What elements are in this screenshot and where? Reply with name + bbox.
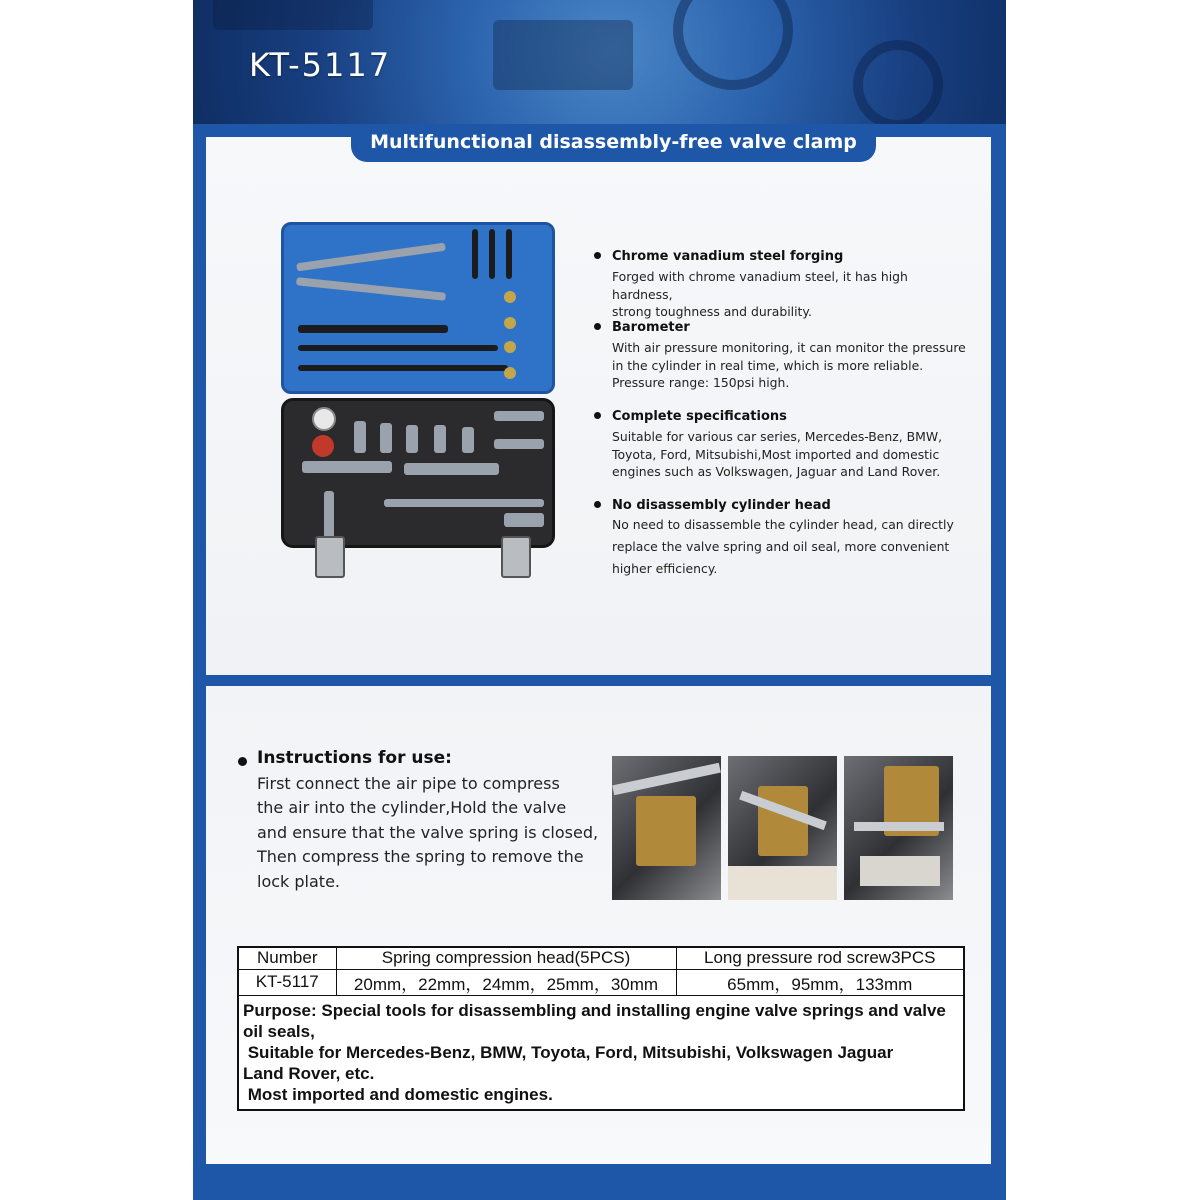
- table-header-row: [239, 948, 963, 969]
- latch-left: [315, 536, 345, 578]
- cylinder-adapter: [504, 513, 544, 527]
- pressure-gauge: [312, 407, 336, 431]
- feature-title: Chrome vanadium steel forging: [612, 249, 844, 264]
- hose-tool: [298, 365, 508, 371]
- gear-decoration: [673, 0, 793, 90]
- rod-tool: [472, 229, 478, 279]
- bullet-icon: [238, 757, 247, 766]
- feature-description: Suitable for various car series, Mercedes-Benz, BMW, Toyota, Ford, Mitsubishi,Most imported and domestic engines such as Volkswagen, Jaguar and Land Rover.: [612, 429, 943, 479]
- hose-tool: [298, 345, 498, 351]
- latch-right: [501, 536, 531, 578]
- gear-decoration: [853, 40, 943, 124]
- product-sheet: [193, 0, 1006, 1200]
- rod-tool: [506, 229, 512, 279]
- engine-camshaft: [636, 796, 696, 866]
- feature-title: Complete specifications: [612, 409, 787, 424]
- usage-photo: [728, 756, 837, 900]
- cloth-cover: [860, 856, 940, 886]
- compression-head: [380, 423, 392, 453]
- case-tray: [281, 398, 555, 548]
- spec-box: [237, 946, 965, 1111]
- plier-tool: [296, 277, 446, 301]
- clamp-tool: [854, 822, 944, 831]
- compression-head: [406, 425, 418, 453]
- compression-head: [354, 421, 366, 453]
- table-header: Long pressure rod screw3PCS: [676, 948, 963, 969]
- table-cell: 20mm，22mm，24mm，25mm，30mm: [336, 969, 676, 995]
- instructions-panel: [206, 686, 991, 1164]
- fork-tool: [494, 411, 544, 421]
- feature-description: No need to disassemble the cylinder head, can directly replace the valve spring and oil seal, more convenient higher efficiency.: [612, 517, 954, 576]
- instructions-title: Instructions for use:: [257, 748, 452, 768]
- feature-title: Barometer: [612, 320, 690, 335]
- bullet-icon: [594, 323, 601, 330]
- clamp-bar: [302, 461, 392, 473]
- feature-title: No disassembly cylinder head: [612, 498, 831, 513]
- tool-case-image: [281, 222, 555, 578]
- table-row: [239, 969, 963, 995]
- table-cell: KT-5117: [239, 969, 336, 995]
- long-rod: [384, 499, 544, 507]
- clamp-tool: [612, 763, 721, 795]
- product-subtitle: Multifunctional disassembly-free valve clamp: [351, 124, 876, 162]
- features-panel: [206, 137, 991, 675]
- bullet-icon: [594, 412, 601, 419]
- spec-table: [239, 948, 963, 996]
- purpose-text: Purpose: Special tools for disassembling and installing engine valve springs and valve oil seals, Suitable for Mercedes-Benz, BMW, Toyota, Ford, Mitsubishi, Volkswagen Jaguar Land Rover, etc. Most imported and domestic engines.: [243, 1001, 946, 1104]
- table-cell: 65mm，95mm，133mm: [676, 969, 963, 995]
- hose-tool: [298, 325, 448, 333]
- engine-decoration: [213, 0, 373, 30]
- case-lid: [281, 222, 555, 394]
- rod-tool: [489, 229, 495, 279]
- instructions-text: First connect the air pipe to compress the air into the cylinder,Hold the valve and ensure that the valve spring is closed, Then compress the spring to remove the lock plate.: [257, 774, 599, 891]
- compression-head: [462, 427, 474, 453]
- bullet-icon: [594, 501, 601, 508]
- adapter-fitting: [504, 317, 516, 329]
- feature-description: With air pressure monitoring, it can monitor the pressure in the cylinder in real time, which is more reliable. Pressure range: 150psi high.: [612, 340, 966, 390]
- compression-head: [434, 425, 446, 453]
- feature-description: Forged with chrome vanadium steel, it has high hardness, strong toughness and durability.: [612, 269, 908, 319]
- model-number: KT-5117: [249, 46, 392, 84]
- table-header: Number: [239, 948, 336, 969]
- usage-photo: [612, 756, 721, 900]
- cloth-cover: [728, 866, 837, 900]
- adapter-fitting: [504, 341, 516, 353]
- usage-photo: [844, 756, 953, 900]
- bullet-icon: [594, 252, 601, 259]
- plier-tool: [296, 243, 446, 272]
- header-banner: [193, 0, 1006, 124]
- fork-tool: [494, 439, 544, 449]
- adapter-fitting: [504, 367, 516, 379]
- screw-rod: [324, 491, 334, 541]
- engine-decoration: [493, 20, 633, 90]
- adapter-fitting: [504, 291, 516, 303]
- table-header: Spring compression head(5PCS): [336, 948, 676, 969]
- gauge-valve: [312, 435, 334, 457]
- clamp-bar: [404, 463, 499, 475]
